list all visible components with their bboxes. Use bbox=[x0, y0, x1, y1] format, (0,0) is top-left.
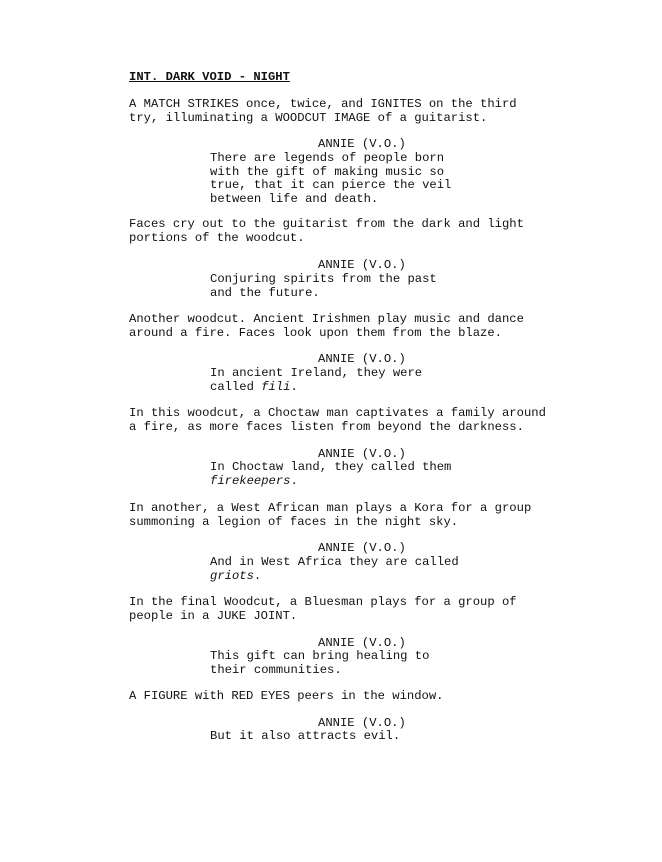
scene-heading: INT. DARK VOID - NIGHT bbox=[129, 70, 290, 84]
action-line: Another woodcut. Ancient Irishmen play music and dance around a fire. Faces look upon them from the blaze. bbox=[129, 312, 524, 340]
dialogue-line: Conjuring spirits from the past and the future. bbox=[210, 272, 437, 300]
dialogue-line: This gift can bring healing to their communities. bbox=[210, 649, 430, 677]
character-cue: ANNIE (V.O.) bbox=[318, 352, 406, 366]
action-line: A MATCH STRIKES once, twice, and IGNITES on the third try, illuminating a WOODCUT IMAGE of a guitarist. bbox=[129, 97, 517, 125]
character-cue: ANNIE (V.O.) bbox=[318, 716, 406, 730]
character-cue: ANNIE (V.O.) bbox=[318, 258, 406, 272]
italic-term: firekeepers bbox=[210, 473, 291, 488]
italic-term: griots bbox=[210, 568, 254, 583]
dialogue-line: But it also attracts evil. bbox=[210, 729, 401, 743]
character-cue: ANNIE (V.O.) bbox=[318, 137, 406, 151]
dialogue-line: And in West Africa they are called griots. bbox=[210, 555, 459, 583]
action-line: Faces cry out to the guitarist from the dark and light portions of the woodcut. bbox=[129, 217, 524, 245]
action-line: In another, a West African man plays a Kora for a group summoning a legion of faces in the night sky. bbox=[129, 501, 532, 529]
dialogue-line: In ancient Ireland, they were called fili. bbox=[210, 366, 423, 394]
action-line: A FIGURE with RED EYES peers in the window. bbox=[129, 689, 444, 703]
action-line: In the final Woodcut, a Bluesman plays for a group of people in a JUKE JOINT. bbox=[129, 595, 517, 623]
dialogue-line: In Choctaw land, they called them firekeepers. bbox=[210, 460, 452, 488]
italic-term: fili bbox=[261, 379, 291, 394]
character-cue: ANNIE (V.O.) bbox=[318, 636, 406, 650]
action-line: In this woodcut, a Choctaw man captivates a family around a fire, as more faces listen from beyond the darkness. bbox=[129, 406, 546, 434]
dialogue-line: There are legends of people born with the gift of making music so true, that it can pierce the veil between life and death. bbox=[210, 151, 452, 206]
character-cue: ANNIE (V.O.) bbox=[318, 447, 406, 461]
character-cue: ANNIE (V.O.) bbox=[318, 541, 406, 555]
